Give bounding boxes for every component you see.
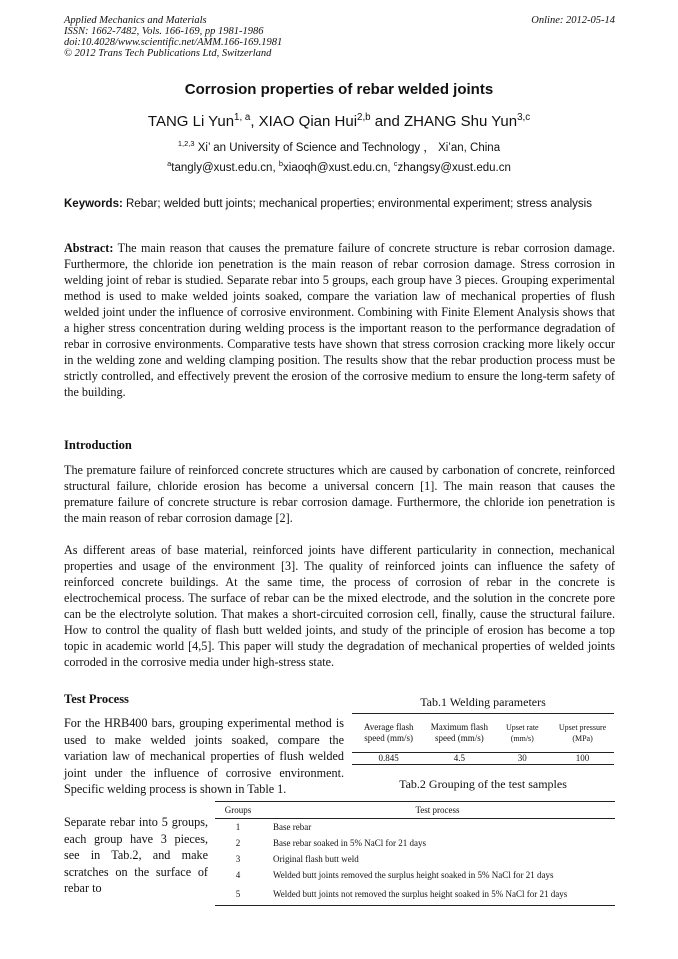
author-separator: and: [370, 113, 404, 130]
table-header-cell: Upset pressure (MPa): [551, 714, 614, 753]
abstract-label: Abstract:: [64, 241, 114, 255]
doi: doi:10.4028/www.scientific.net/AMM.166-169.1981: [64, 37, 283, 48]
author-name: XIAO Qian Hui: [258, 113, 358, 130]
email-address: xiaoqh@xust.edu.cn,: [283, 162, 394, 174]
author-superscript: 2,b: [357, 112, 371, 123]
introduction-heading: Introduction: [64, 438, 132, 452]
table-cell: 2: [235, 837, 241, 848]
table-cell: 4: [235, 869, 241, 880]
author-separator: ,: [250, 113, 259, 130]
paper-title: Corrosion properties of rebar welded joints: [184, 81, 494, 98]
abstract-text: The main reason that causes the premature failure of concrete structure is rebar corrosion damage. Furthermore, the chloride ion penetration is the main reason of rebar corrosion damage. Stress corrosion in welding joint of rebar is studied. Separate rebar into 5 groups, each group have 3 pieces. Grouping experimental method is used to make welded joints soaked, compare the variation law of mechanical properties of flush welded joint under the influence of corrosive environment. Combining with Finite Element Analysis shows that a higher stress concentration during welding process is the important reason to the performance degradation of rebar in corrosive environments. Comparative tests have shown that stress corrosion cracking more likely occur in the welding zone and welding clamping position. The results show that the rebar production process must be strictly controlled, and effectively prevent the erosion of the corrosive medium to ensure the long-term safety of the building.: [64, 241, 615, 399]
affiliation: [0, 139, 678, 155]
copyright: © 2012 Trans Tech Publications Ltd, Switzerland: [64, 48, 272, 59]
journal-header: [64, 15, 615, 59]
keywords-text: Rebar; welded butt joints; mechanical properties; environmental experiment; stress analysis: [122, 198, 592, 210]
affiliation-text: Xi’ an University of Science and Technology ， Xi’an, China: [194, 142, 501, 154]
table-row: [215, 883, 615, 906]
email-superscript: c: [393, 159, 398, 169]
table-cell: 30: [493, 753, 551, 765]
table-header-cell: Upset rate (mm/s): [493, 714, 551, 753]
author-name: ZHANG Shu Yun: [403, 113, 518, 130]
table-cell: Original flash butt weld: [273, 853, 359, 864]
affiliation-superscript: 1,2,3: [177, 139, 195, 149]
author-name: TANG Li Yun: [147, 113, 235, 130]
email-address: tangly@xust.edu.cn,: [171, 162, 279, 174]
table-header-row: [352, 714, 614, 753]
keywords-label: Keywords:: [64, 198, 123, 210]
test-samples-table: [215, 801, 615, 906]
journal-name: Applied Mechanics and Materials: [64, 15, 207, 26]
table-cell: 5: [215, 883, 261, 906]
test-process-paragraph-2: Separate rebar into 5 groups, each group have 3 pieces, see in Tab.2, and make scratches on the surface of rebar to: [64, 815, 208, 895]
email-superscript: b: [278, 159, 284, 169]
table2-caption: Tab.2 Grouping of the test samples: [399, 777, 567, 791]
introduction-paragraph-1: The premature failure of reinforced concrete structures which are caused by carbonation of concrete, reinforced structural failure, chloride erosion has become a universal concern [1]. The main reason that causes the premature failure of concrete structure is rebar corrosion damage. Furthermore, the chloride ion penetration is the main reason of rebar corrosion damage [2].: [64, 463, 615, 525]
table-cell: 0.845: [352, 753, 425, 765]
issn: ISSN: 1662-7482, Vols. 166-169, pp 1981-1986: [64, 26, 264, 37]
welding-parameters-table: [352, 713, 614, 765]
author-superscript: 3,c: [517, 112, 531, 123]
table-row: [215, 819, 615, 836]
introduction-paragraph-2: As different areas of base material, reinforced joints have different particularity in connection, mechanical properties and usage of the environment [3]. The quality of reinforced joints can influence the safety of reinforced concrete buildings. At the same time, the process of corrosion of rebar in the concrete is electrochemical process. The surface of rebar can be the mixed electrode, and the solution in the concrete pore can be the electrolyte solution. That makes a short-circuited corrosion cell, finally, cause the structural failure. How to control the quality of flash butt welded joints, and study of the principle of erosion has become a top topic in academic world [4,5]. This paper will study the degradation of mechanical properties of welded joints corroded in the corrosive media under high-stress state.: [64, 543, 615, 669]
table-cell: Welded butt joints removed the surplus height soaked in 5% NaCl for 21 days: [273, 869, 554, 880]
table-cell: Base rebar: [273, 821, 312, 832]
table-header-cell: Maximum flash speed (mm/s): [425, 714, 493, 753]
table-header-cell: Test process: [261, 802, 615, 819]
table-cell: Base rebar soaked in 5% NaCl for 21 days: [273, 837, 426, 848]
table-header-cell: Average flash speed (mm/s): [352, 714, 425, 753]
email-list: [0, 159, 678, 174]
table1-caption: Tab.1 Welding parameters: [420, 695, 546, 709]
test-process-heading: Test Process: [64, 692, 129, 706]
table-cell: 4.5: [425, 753, 493, 765]
table-header-cell: Groups: [215, 802, 261, 819]
email-address: zhangsy@xust.edu.cn: [397, 162, 511, 174]
table-row: [215, 835, 615, 851]
table-cell: 100: [551, 753, 614, 765]
table-row: [352, 753, 614, 765]
abstract: [64, 240, 615, 400]
author-list: [0, 113, 678, 130]
table-cell: 3: [235, 853, 241, 864]
email-superscript: a: [167, 159, 172, 169]
keywords: [64, 197, 615, 212]
table-row: [215, 851, 615, 867]
table-cell: 1: [235, 821, 241, 832]
table-cell: Welded butt joints not removed the surplus height soaked in 5% NaCl for 21 days: [261, 883, 615, 906]
test-process-paragraph-1: For the HRB400 bars, grouping experimental method is used to make welded joints soaked, compare the variation law of mechanical properties of flush welded joint under the influence of corrosive environment. Specific welding process is shown in Table 1.: [64, 716, 344, 796]
table-header-row: [215, 802, 615, 819]
online-date: Online: 2012-05-14: [531, 15, 615, 26]
table-row: [215, 867, 615, 883]
author-superscript: 1, a: [234, 112, 251, 123]
